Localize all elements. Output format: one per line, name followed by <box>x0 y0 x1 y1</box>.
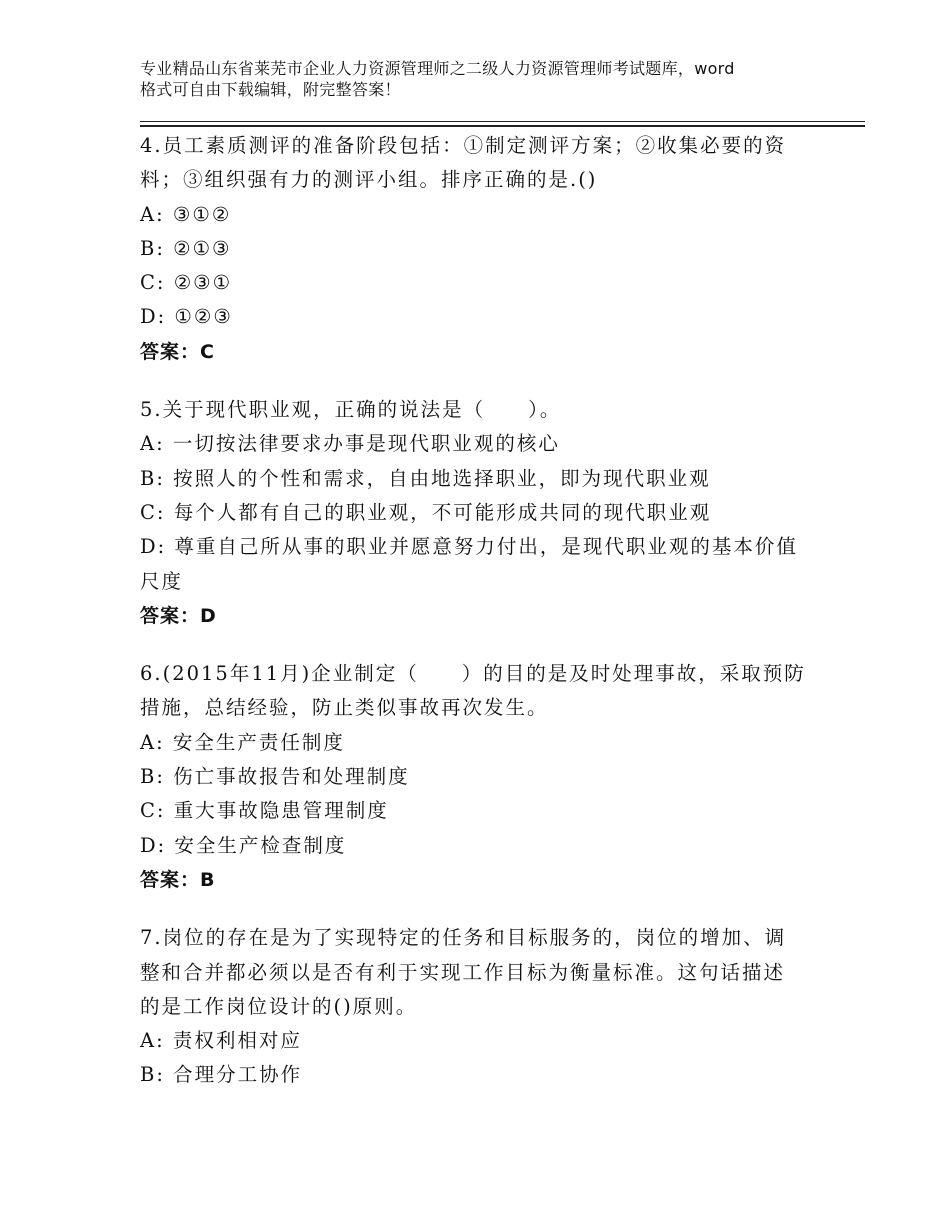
question-7 <box>140 921 820 1092</box>
option-c: C: 每个人都有自己的职业观，不可能形成共同的现代职业观 <box>140 500 712 524</box>
header-divider-thin <box>140 121 865 122</box>
header-line-2: 格式可自由下载编辑，附完整答案！ <box>140 80 401 99</box>
question-stem: 措施，总结经验，防止类似事故再次发生。 <box>140 696 549 720</box>
answer-line: 答案：B <box>140 868 216 891</box>
question-list <box>140 129 820 1117</box>
option-c: C: 重大事故隐患管理制度 <box>140 799 389 823</box>
option-d: D: ①②③ <box>140 305 233 329</box>
question-stem: 整和合并都必须以是否有利于实现工作目标为衡量标准。这句话描述 <box>140 960 786 984</box>
question-5 <box>140 393 820 633</box>
option-c: C: ②③① <box>140 271 233 295</box>
option-a: A: 责权利相对应 <box>140 1029 302 1053</box>
option-a: A: 安全生产责任制度 <box>140 730 345 754</box>
question-stem: 的是工作岗位设计的()原则。 <box>140 994 418 1018</box>
question-4 <box>140 129 820 369</box>
question-stem: 料；③组织强有力的测评小组。排序正确的是.() <box>140 168 598 192</box>
question-stem: 5.关于现代职业观，正确的说法是（ ）。 <box>140 398 562 422</box>
question-stem: 4.员工素质测评的准备阶段包括：①制定测评方案；②收集必要的资 <box>140 134 787 157</box>
header-line-1: 专业精品山东省莱芜市企业人力资源管理师之二级人力资源管理师考试题库，word <box>140 59 735 78</box>
answer-line: 答案：C <box>140 340 215 363</box>
option-b: B: 按照人的个性和需求，自由地选择职业，即为现代职业观 <box>140 466 711 490</box>
option-b: B: 伤亡事故报告和处理制度 <box>140 765 410 789</box>
document-header <box>140 58 830 100</box>
answer-line: 答案：D <box>140 604 217 627</box>
option-d: D: 尊重自己所从事的职业并愿意努力付出，是现代职业观的基本价值 <box>140 535 798 559</box>
option-b: B: 合理分工协作 <box>140 1063 303 1087</box>
question-stem: 6.(2015年11月)企业制定（ ）的目的是及时处理事故，采取预防 <box>140 662 806 686</box>
header-divider-thick <box>140 125 865 127</box>
option-d: D: 安全生产检查制度 <box>140 833 347 857</box>
option-b: B: ②①③ <box>140 236 232 260</box>
question-stem: 7.岗位的存在是为了实现特定的任务和目标服务的，岗位的增加、调 <box>140 926 787 950</box>
option-d-continued: 尺度 <box>140 569 184 593</box>
option-a: A: 一切按法律要求办事是现代职业观的核心 <box>140 432 560 456</box>
option-a: A: ③①② <box>140 202 232 226</box>
question-6 <box>140 657 820 897</box>
